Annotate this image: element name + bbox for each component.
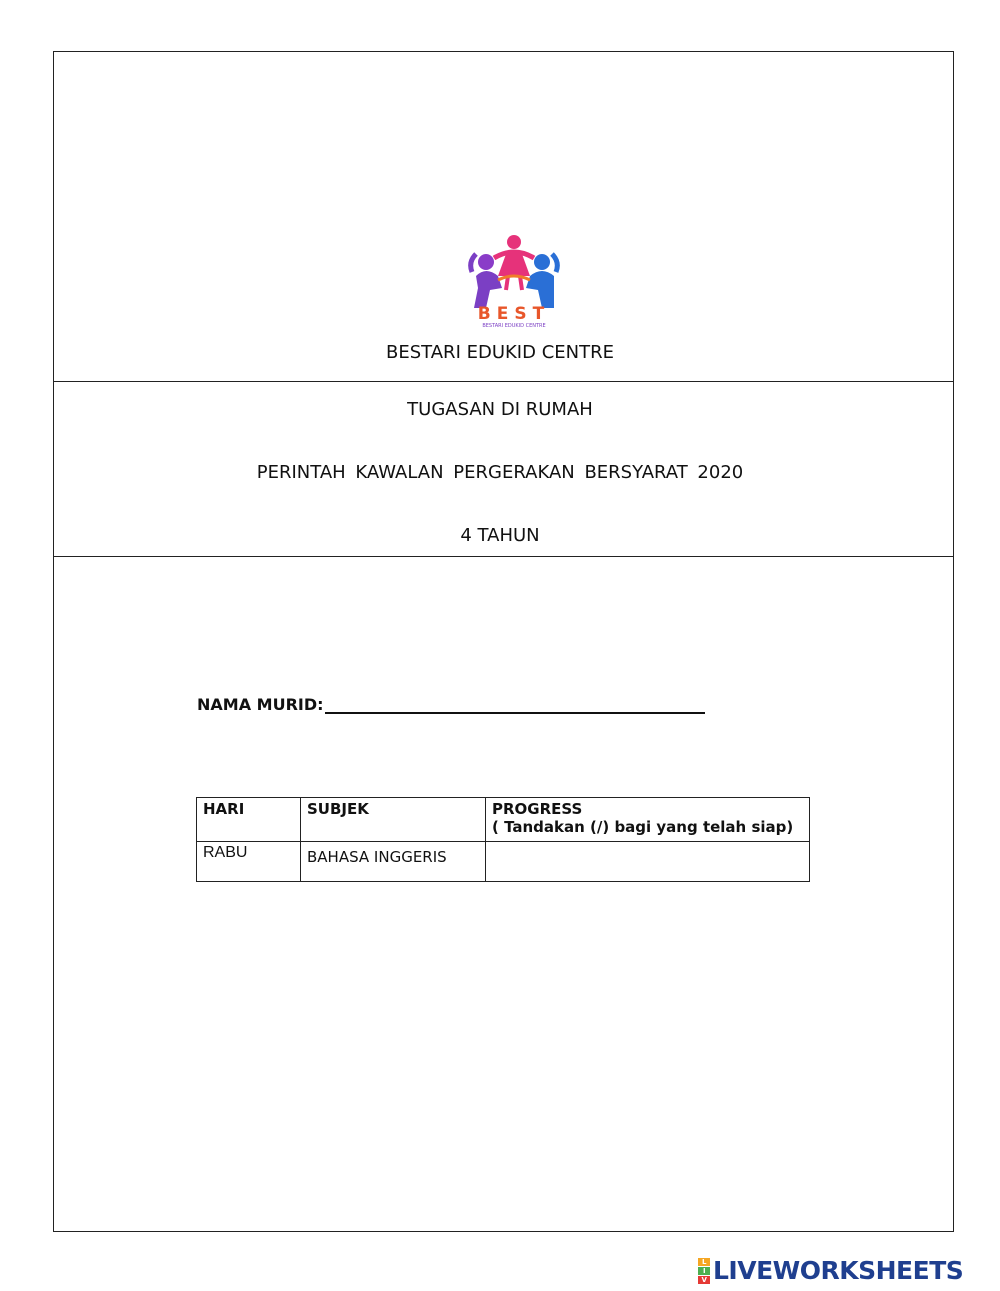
student-name-label: NAMA MURID: [197, 695, 324, 714]
brand-block-i: I [698, 1267, 710, 1275]
mco-title: PERINTAH KAWALAN PERGERAKAN BERSYARAT 2020 [256, 462, 744, 483]
header-subjek: SUBJEK [301, 798, 486, 842]
table-row [197, 842, 810, 882]
cell-hari: RABU [197, 842, 301, 882]
table-header-row [197, 798, 810, 842]
age-group: 4 TAHUN [460, 525, 540, 546]
centre-name: BESTARI EDUKID CENTRE [386, 342, 614, 363]
divider-top [54, 381, 953, 382]
liveworksheets-brand [698, 1256, 963, 1285]
progress-table [196, 797, 810, 882]
divider-bottom [54, 556, 953, 557]
brand-text: LIVEWORKSHEETS [713, 1256, 964, 1285]
header-progress-note: ( Tandakan (/) bagi yang telah siap) [492, 818, 794, 836]
brand-block-v: V [698, 1276, 710, 1284]
cell-subjek: BAHASA INGGERIS [301, 842, 486, 882]
task-title: TUGASAN DI RUMAH [407, 399, 593, 420]
header-hari: HARI [197, 798, 301, 842]
cell-progress[interactable] [486, 842, 810, 882]
student-name-row [197, 694, 705, 714]
header-progress-label: PROGRESS [492, 800, 583, 818]
student-name-input-line[interactable] [325, 694, 705, 714]
header-progress [486, 798, 810, 842]
logo-text: BEST [477, 304, 551, 324]
brand-block-l: L [698, 1258, 710, 1266]
document-frame [53, 51, 954, 1232]
best-logo [468, 232, 560, 330]
brand-blocks-icon [698, 1258, 710, 1284]
logo-subtext: BESTARI EDUKID CENTRE [482, 323, 546, 329]
